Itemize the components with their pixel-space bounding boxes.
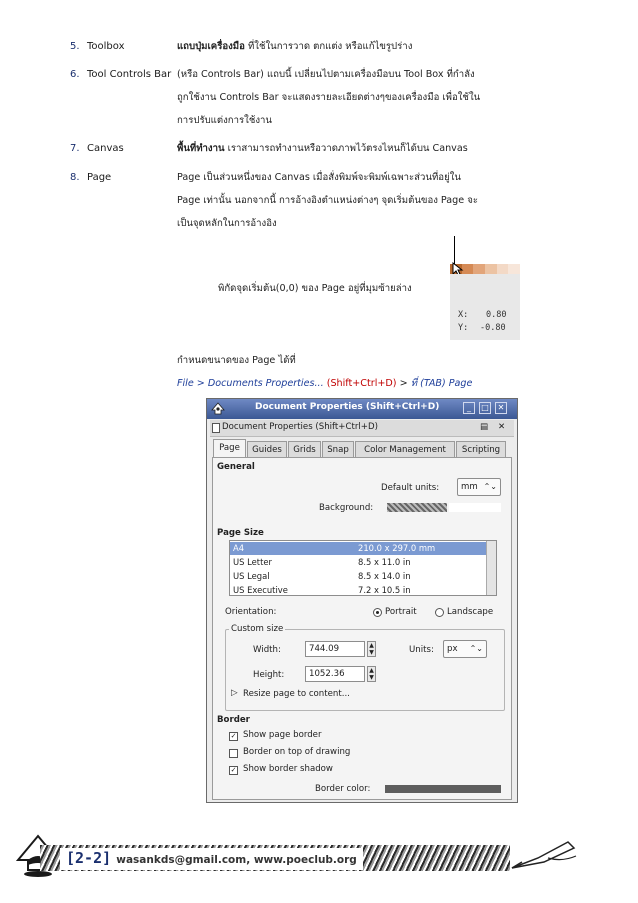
item-description	[177, 35, 537, 58]
border-on-top-label[interactable]: Border on top of drawing	[243, 747, 351, 757]
units-select[interactable]	[443, 640, 487, 658]
page-size-heading: Page Size	[217, 528, 264, 538]
swatch	[485, 264, 497, 274]
page-size-list[interactable]	[229, 540, 497, 596]
swatch	[508, 264, 520, 274]
border-on-top-checkbox[interactable]	[229, 749, 238, 758]
swatch	[473, 264, 485, 274]
y-value: -0.80	[480, 323, 506, 333]
general-heading: General	[217, 462, 255, 472]
orientation-label: Orientation:	[225, 607, 277, 617]
item-text-line: Page เท่านั้น นอกจากนี้ การอ้างอิงตำแหน่งต่างๆ จุดเริ่มต้นของ Page จะ	[177, 195, 478, 206]
height-label: Height:	[253, 670, 285, 680]
background-label: Background:	[319, 503, 374, 513]
dock-title: Document Properties (Shift+Ctrl+D)	[222, 422, 378, 432]
tab-guides[interactable]: Guides	[247, 441, 287, 457]
width-spinner[interactable]: ▲ ▼	[367, 641, 376, 657]
units-label: Units:	[409, 645, 434, 655]
menu-separator: >	[399, 378, 408, 389]
document-properties-dialog	[206, 398, 518, 803]
item-text-line: เป็นจุดหลักในการอ้างอิง	[177, 218, 277, 229]
landscape-label[interactable]: Landscape	[447, 607, 494, 617]
menu-path	[177, 372, 472, 395]
x-label: X:	[458, 310, 469, 320]
units-value: px	[447, 644, 458, 654]
dropdown-arrows-icon: ⌃⌄	[483, 482, 497, 491]
page-size-intro: กำหนดขนาดของ Page ได้ที่	[177, 355, 296, 366]
item-number: 6.	[70, 69, 80, 80]
list-item[interactable]: US Letter 8.5 x 11.0 in	[233, 557, 411, 567]
dialog-title: Document Properties (Shift+Ctrl+D)	[255, 402, 440, 412]
portrait-radio[interactable]	[373, 608, 382, 617]
item-description	[177, 63, 537, 132]
item-term: Toolbox	[87, 41, 125, 52]
item-text: Page เป็นส่วนหนึ่งของ Canvas เมื่อสั่งพิมพ์จะพิมพ์เฉพาะส่วนที่อยู่ใน	[177, 172, 461, 183]
list-item[interactable]: US Legal 8.5 x 14.0 in	[233, 571, 411, 581]
item-bold-term: แถบปุ่มเครื่องมือ	[177, 41, 245, 52]
list-item[interactable]: A4 210.0 x 297.0 mm	[230, 542, 486, 555]
default-units-value: mm	[461, 482, 478, 492]
item-bold-term: พื้นที่ทำงาน	[177, 143, 225, 154]
item-number: 5.	[70, 41, 80, 52]
show-border-shadow-label[interactable]: Show border shadow	[243, 764, 333, 774]
width-input[interactable]: 744.09	[305, 641, 365, 657]
dock-menu-icon[interactable]: ▤	[480, 422, 489, 432]
custom-size-label: Custom size	[231, 624, 284, 634]
menu-path-text: File > Documents Properties...	[177, 378, 324, 389]
swatch	[497, 264, 509, 274]
item-number: 7.	[70, 143, 80, 154]
dialog-doc-icon	[212, 423, 220, 433]
y-label: Y:	[458, 323, 469, 333]
dock-bar	[210, 420, 514, 437]
item-description	[177, 137, 537, 160]
tab-scripting[interactable]: Scripting	[456, 441, 506, 457]
item-description	[177, 166, 537, 235]
resize-to-content-expander[interactable]: Resize page to content...	[243, 689, 350, 699]
dock-close-icon[interactable]: ✕	[498, 422, 506, 432]
landscape-radio[interactable]	[435, 608, 444, 617]
default-units-select[interactable]	[457, 478, 501, 496]
shortcut-text: (Shift+Ctrl+D)	[326, 378, 397, 389]
footer-label	[60, 848, 363, 870]
item-number: 8.	[70, 172, 80, 183]
page-tab-panel	[212, 457, 512, 800]
item-text: เราสามารถทำงานหรือวาดภาพไว้ตรงไหนก็ได้บน Canvas	[224, 143, 468, 154]
expander-arrow-icon[interactable]: ▷	[231, 688, 238, 698]
inkscape-logo-icon	[211, 402, 225, 416]
background-color-button[interactable]	[387, 503, 447, 512]
default-units-label: Default units:	[381, 483, 440, 493]
tab-reference: ที่ (TAB) Page	[410, 378, 473, 389]
height-spinner[interactable]: ▲ ▼	[367, 666, 376, 682]
list-scrollbar[interactable]	[486, 541, 497, 595]
list-item[interactable]: US Executive 7.2 x 10.5 in	[233, 585, 411, 595]
border-color-button[interactable]	[385, 785, 501, 793]
tab-snap[interactable]: Snap	[322, 441, 354, 457]
tab-grids[interactable]: Grids	[288, 441, 321, 457]
background-color-swatch[interactable]	[449, 503, 501, 512]
height-input[interactable]: 1052.36	[305, 666, 365, 682]
width-label: Width:	[253, 645, 281, 655]
item-term: Canvas	[87, 143, 124, 154]
origin-caption: พิกัดจุดเริ่มต้น(0,0) ของ Page อยู่ที่มุมซ้ายล่าง	[218, 283, 412, 294]
portrait-label[interactable]: Portrait	[385, 607, 417, 617]
show-page-border-checkbox[interactable]: ✓	[230, 732, 237, 740]
x-value: 0.80	[486, 310, 507, 320]
show-border-shadow-checkbox[interactable]: ✓	[230, 766, 237, 774]
border-color-label: Border color:	[315, 784, 371, 794]
item-text-line: การปรับแต่งการใช้งาน	[177, 115, 272, 126]
footer-contact: wasankds@gmail.com, www.poeclub.org	[116, 854, 357, 866]
maximize-button[interactable]: □	[479, 402, 491, 414]
border-heading: Border	[217, 715, 250, 725]
tab-page[interactable]: Page	[213, 439, 246, 457]
dialog-titlebar[interactable]	[207, 399, 517, 419]
close-button[interactable]: ✕	[495, 402, 507, 414]
origin-screenshot	[450, 236, 520, 340]
item-text: (หรือ Controls Bar) แถบนี้ เปลี่ยนไปตามเครื่องมือบน Tool Box ที่กำลัง	[177, 69, 475, 80]
item-term: Page	[87, 172, 112, 183]
page-code: [2-2]	[66, 849, 112, 867]
item-term: Tool Controls Bar	[87, 69, 172, 80]
show-page-border-label[interactable]: Show page border	[243, 730, 322, 740]
item-text-line: ถูกใช้งาน Controls Bar จะแสดงรายละเอียดต่างๆของเครื่องมือ เพื่อใช้ใน	[177, 92, 481, 103]
minimize-button[interactable]: _	[463, 402, 475, 414]
pen-nib-icon	[508, 838, 580, 872]
dropdown-arrows-icon: ⌃⌄	[469, 644, 483, 653]
item-text: ที่ใช้ในการวาด ตกแต่ง หรือแก้ไขรูปร่าง	[244, 41, 413, 52]
tab-color-management[interactable]: Color Management	[355, 441, 455, 457]
